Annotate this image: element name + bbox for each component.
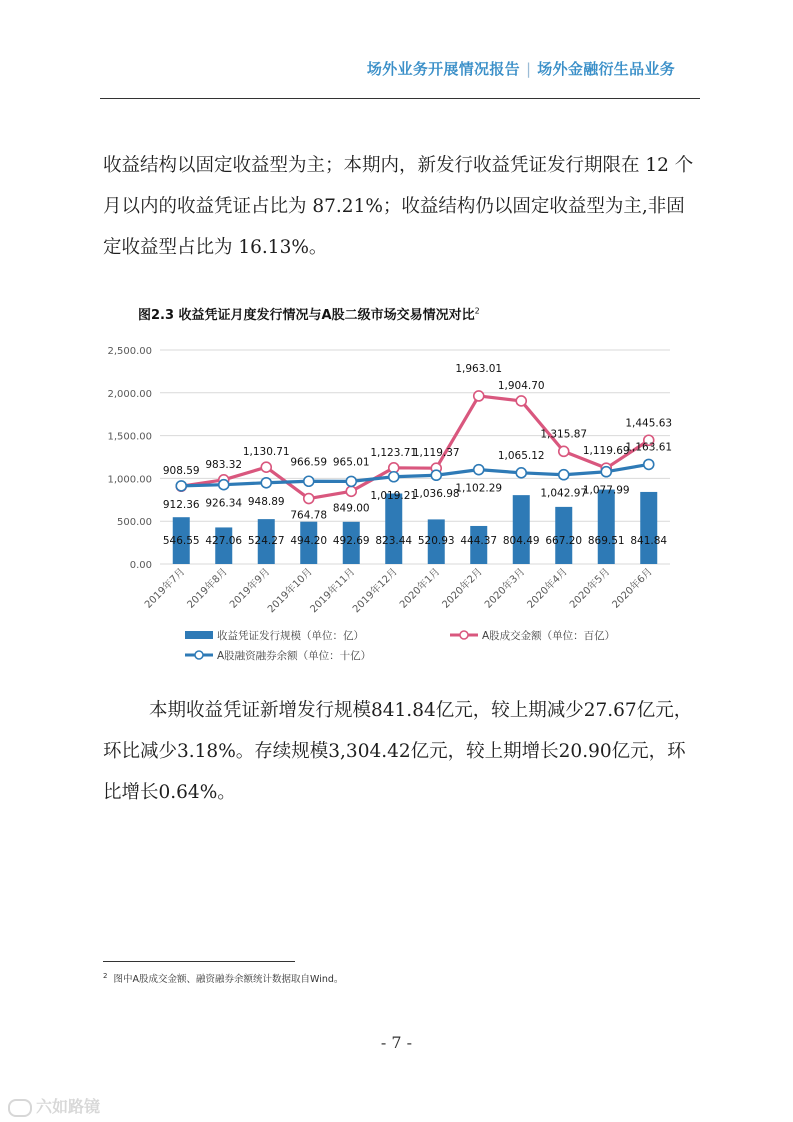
- watermark: [8, 1094, 100, 1117]
- header-separator: |: [525, 60, 532, 78]
- margin-balance-marker: [601, 467, 611, 477]
- bar-value-label: 823.44: [375, 535, 413, 547]
- turnover-value-label: 1,963.01: [455, 362, 503, 375]
- bar-value-label: 869.51: [587, 535, 625, 547]
- header-section-title: 场外金融衍生品业务: [537, 60, 675, 78]
- margin-balance-value-label: 926.34: [205, 497, 243, 510]
- turnover-marker: [474, 391, 484, 401]
- turnover-value-label: 908.59: [162, 465, 200, 478]
- margin-balance-value-label: 912.36: [162, 498, 200, 511]
- figure-title-text: 图2.3 收益凭证月度发行情况与A股二级市场交易情况对比: [138, 308, 475, 323]
- bar: [598, 490, 615, 564]
- bar-value-label: 520.93: [417, 535, 455, 547]
- bar-value-label: 427.06: [205, 535, 243, 547]
- x-tick-label: 2019年10月: [265, 566, 315, 616]
- y-tick-label: 1,500.00: [107, 431, 152, 443]
- paragraph-2: [103, 690, 703, 813]
- legend-label: A股融资融券余额（单位：十亿）: [217, 650, 372, 662]
- margin-balance-value-label: 1,102.29: [455, 482, 503, 495]
- bar-value-label: 524.27: [247, 535, 285, 547]
- bar-value-label: 804.49: [502, 535, 540, 547]
- y-tick-label: 500.00: [117, 517, 152, 529]
- margin-balance-value-label: 1,036.98: [412, 488, 460, 501]
- paragraph-2-text: 本期收益凭证新增发行规模841.84亿元，较上期减少27.67亿元，环比减少3.18%。存续规模3,304.42亿元，较上期增长20.90亿元，环比增长0.64%。: [103, 700, 693, 803]
- legend-label: A股成交金额（单位：百亿）: [482, 630, 616, 642]
- x-tick-label: 2020年4月: [525, 566, 570, 611]
- x-tick-label: 2020年5月: [567, 566, 613, 611]
- turnover-value-label: 764.78: [290, 509, 328, 522]
- footnote-rule: [103, 961, 295, 962]
- header-report-title: 场外业务开展情况报告: [366, 60, 520, 78]
- margin-balance-marker: [261, 478, 271, 488]
- bar-value-label: 444.37: [460, 535, 498, 547]
- y-tick-label: 2,500.00: [107, 346, 152, 357]
- issuance-vs-market-chart: [95, 335, 695, 675]
- x-tick-label: 2019年8月: [185, 566, 230, 611]
- turnover-marker: [516, 396, 526, 406]
- margin-balance-value-label: 965.01: [332, 456, 370, 469]
- x-tick-label: 2019年7月: [142, 566, 188, 611]
- margin-balance-value-label: 1,042.97: [540, 487, 588, 500]
- y-tick-label: 1,000.00: [107, 474, 152, 486]
- turnover-value-label: 1,445.63: [625, 417, 673, 430]
- x-tick-label: 2019年11月: [308, 566, 358, 616]
- turnover-marker: [346, 486, 356, 496]
- turnover-value-label: 849.00: [332, 502, 370, 515]
- margin-balance-marker: [389, 472, 399, 482]
- margin-balance-value-label: 1,065.12: [497, 449, 545, 462]
- footnote: [103, 971, 343, 985]
- margin-balance-value-label: 948.89: [247, 495, 285, 508]
- legend-marker-swatch: [460, 631, 468, 639]
- margin-balance-marker: [176, 481, 186, 491]
- turnover-value-label: 1,119.37: [412, 447, 460, 460]
- turnover-marker: [559, 446, 569, 456]
- turnover-value-label: 1,119.69: [582, 445, 630, 458]
- x-tick-label: 2019年12月: [350, 566, 400, 616]
- margin-balance-marker: [346, 476, 356, 486]
- running-header: [367, 58, 675, 79]
- turnover-value-label: 1,315.87: [540, 428, 588, 441]
- margin-balance-marker: [219, 480, 229, 490]
- margin-balance-value-label: 966.59: [290, 456, 328, 469]
- turnover-value-label: 1,130.71: [242, 446, 290, 459]
- margin-balance-value-label: 1,163.61: [625, 441, 673, 454]
- figure-title: [138, 304, 480, 323]
- turnover-marker: [261, 462, 271, 472]
- legend-label: 收益凭证发行规模（单位：亿）: [217, 630, 364, 642]
- bar-value-label: 492.69: [332, 535, 370, 547]
- bar-value-label: 494.20: [290, 535, 328, 547]
- y-tick-label: 0.00: [129, 560, 152, 571]
- page-number: - 7 -: [380, 1033, 413, 1052]
- bar-value-label: 841.84: [630, 535, 668, 547]
- margin-balance-value-label: 1,077.99: [582, 484, 630, 497]
- turnover-value-label: 983.32: [205, 458, 243, 471]
- margin-balance-value-label: 1,019.21: [370, 489, 418, 502]
- x-tick-label: 2019年9月: [227, 566, 273, 611]
- margin-balance-marker: [304, 476, 314, 486]
- legend-marker-swatch: [195, 651, 203, 659]
- footnote-marker: 2: [103, 971, 108, 980]
- turnover-marker: [304, 494, 314, 504]
- margin-balance-marker: [559, 470, 569, 480]
- footnote-text: 图中A股成交金额、融资融券余额统计数据取自Wind。: [113, 974, 344, 985]
- x-tick-label: 2020年3月: [482, 566, 528, 611]
- header-rule: [100, 98, 700, 99]
- turnover-value-label: 1,904.70: [497, 379, 545, 392]
- bar: [513, 495, 530, 564]
- watermark-text: 六如路镜: [36, 1097, 101, 1116]
- bar: [385, 494, 402, 564]
- margin-balance-marker: [474, 465, 484, 475]
- bar-value-label: 667.20: [545, 535, 583, 547]
- footnote-ref: 2: [474, 306, 480, 316]
- paragraph-1: 收益结构以固定收益型为主；本期内，新发行收益凭证发行期限在 12 个月以内的收益凭证占比为 87.21%；收益结构仍以固定收益型为主,非固定收益型占比为 16.13%。: [103, 155, 694, 258]
- x-tick-label: 2020年2月: [440, 566, 485, 611]
- x-tick-label: 2020年1月: [397, 566, 443, 611]
- turnover-value-label: 1,123.71: [370, 446, 418, 459]
- legend-bar-swatch: [185, 631, 213, 639]
- margin-balance-marker: [644, 459, 654, 469]
- y-tick-label: 2,000.00: [107, 388, 152, 400]
- x-tick-label: 2020年6月: [610, 566, 655, 611]
- bar-value-label: 546.55: [162, 535, 200, 547]
- bar: [640, 492, 657, 564]
- margin-balance-marker: [516, 468, 526, 478]
- margin-balance-marker: [431, 470, 441, 480]
- watermark-logo-icon: [8, 1099, 32, 1117]
